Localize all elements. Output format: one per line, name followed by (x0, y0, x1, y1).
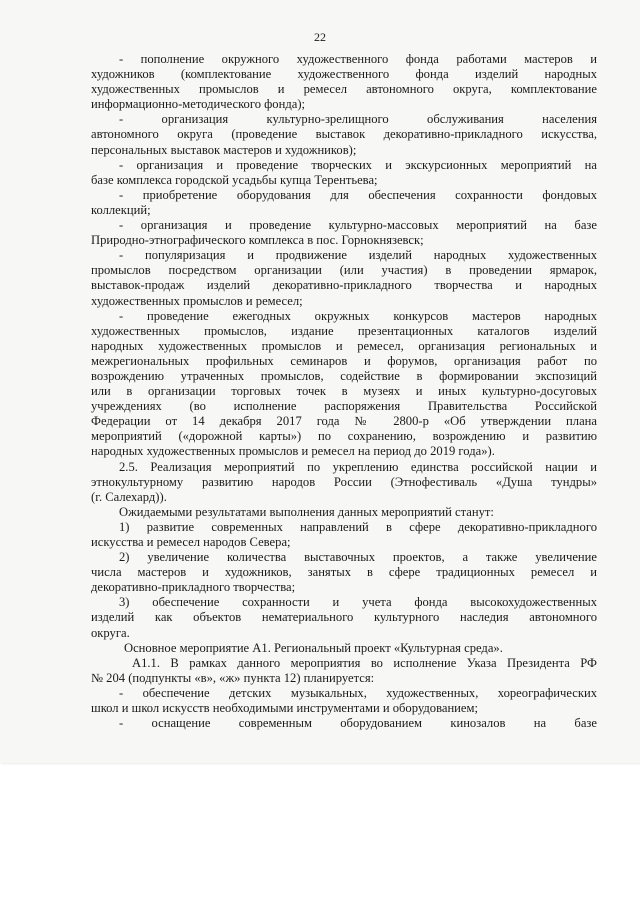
text-line: художников (комплектование художественного фонда изделий народных (91, 67, 597, 82)
text-line: - организация и проведение культурно-массовых мероприятий на базе (119, 218, 597, 233)
text-line: - популяризация и продвижение изделий народных художественных (119, 248, 597, 263)
text-line: (г. Салехард)). (91, 489, 167, 504)
text-line: школ и школ искусств необходимыми инструментами и оборудованием; (91, 701, 478, 716)
text-line: 2) увеличение количества выставочных проектов, а также увеличение (119, 550, 597, 565)
text-line: числа мастеров и художников, занятых в сфере традиционных ремесел и (91, 565, 597, 580)
text-line: Ожидаемыми результатами выполнения данных мероприятий станут: (119, 504, 494, 519)
text-line: Природно-этнографического комплекса в пос. Горнокнязевск; (91, 233, 424, 248)
text-line: этнокультурному развитию народов России (Этнофестиваль «Душа тундры» (91, 474, 597, 489)
text-line: 2.5. Реализация мероприятий по укреплению единства российской нации и (119, 459, 597, 474)
text-line: учреждениях (во исполнение распоряжения Правительства Российской (91, 399, 597, 414)
text-line: - обеспечение детских музыкальных, художественных, хореографических (119, 685, 597, 700)
text-line: или в организации торговых точек в музеях и иных культурно-досуговых (91, 384, 597, 399)
text-line: мероприятий («дорожной карты») по сохранению, возрождению и развитию (91, 429, 597, 444)
text-line: базе комплекса городской усадьбы купца Терентьева; (91, 172, 378, 187)
text-line: коллекций; (91, 202, 151, 217)
text-line: 1) развитие современных направлений в сфере декоративно-прикладного (119, 519, 597, 534)
text-line: А1.1. В рамках данного мероприятия во исполнение Указа Президента РФ (132, 655, 597, 670)
text-line: - оснащение современным оборудованием кинозалов на базе (119, 716, 597, 731)
text-line: автономного округа (проведение выставок декоративно-прикладного искусства, (91, 127, 597, 142)
text-line: Федерации от 14 декабря 2017 года № 2800-р «Об утверждении плана (91, 414, 597, 429)
text-line: художественных промыслов и ремесел; (91, 293, 303, 308)
text-line: - организация и проведение творческих и экскурсионных мероприятий на (119, 157, 597, 172)
text-line: изделий как объектов нематериального культурного наследия автономного (91, 610, 597, 625)
document-body (91, 52, 597, 731)
text-line: - пополнение окружного художественного фонда работами мастеров и (119, 52, 597, 66)
text-line: № 204 (подпункты «в», «ж» пункта 12) планируется: (91, 670, 375, 685)
page-number: 22 (314, 30, 326, 44)
text-line: Основное мероприятие А1. Региональный проект «Культурная среда». (124, 640, 503, 655)
text-line: 3) обеспечение сохранности и учета фонда высокохудожественных (119, 595, 597, 610)
text-line: межрегиональных профильных семинаров и форумов, организация работ по (91, 353, 597, 368)
text-line: народных художественных промыслов и ремесел, организация региональных и (91, 338, 597, 353)
text-line: округа. (91, 625, 130, 640)
text-line: промыслов посредством организации (или участия) в проведении ярмарок, (91, 263, 597, 278)
text-line: народных художественных промыслов и ремесел на период до 2019 года»). (91, 444, 495, 459)
text-line: персональных выставок мастеров и художников); (91, 142, 357, 157)
text-line: - приобретение оборудования для обеспечения сохранности фондовых (119, 187, 597, 202)
text-line: художественных промыслов и ремесел автономного округа, комплектование (91, 82, 597, 97)
text-line: искусства и ремесел народов Севера; (91, 535, 291, 549)
text-line: - проведение ежегодных окружных конкурсов мастеров народных (119, 308, 597, 323)
text-line: художественных промыслов, издание презентационных каталогов изделий (91, 323, 597, 338)
text-line: возрождению утраченных промыслов, содействие в формировании экспозиций (91, 368, 597, 383)
text-line: выставок-продаж изделий декоративно-прикладного творчества и народных (91, 278, 597, 293)
text-line: декоративно-прикладного творчества; (91, 580, 296, 595)
text-line: информационно-методического фонда); (91, 97, 306, 112)
text-line: - организация культурно-зрелищного обслуживания населения (119, 112, 597, 127)
